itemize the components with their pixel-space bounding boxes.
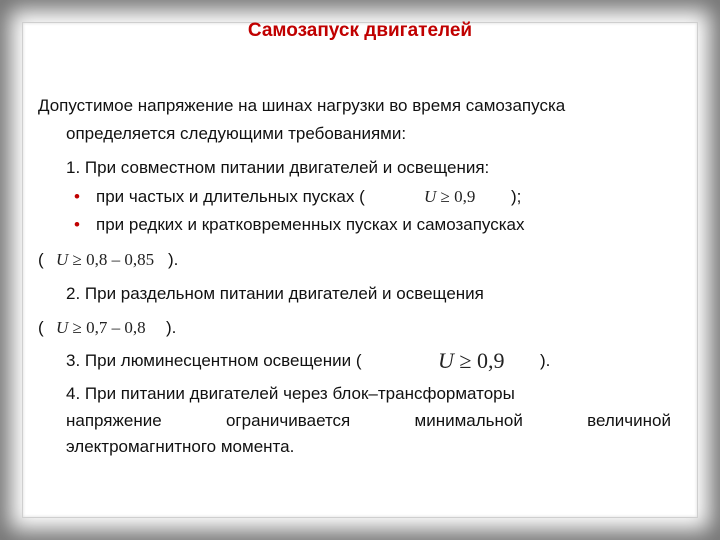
item-2-heading: 2. При раздельном питании двигателей и освещения [66,284,484,303]
item-2-formula: U ≥ 0,7 – 0,8 [56,318,146,337]
item-1-bullet-2-close: ). [168,250,179,269]
item-1-bullet-1-text: при частых и длительных пусках ( [96,187,365,206]
bullet-icon: • [74,187,80,206]
item-4-word: напряжение [66,411,162,430]
item-1-bullet-1-formula: U ≥ 0,9 [424,187,476,206]
item-1-bullet-2-text: при редких и кратковременных пусках и самозапусках [96,215,525,234]
item-2-close: ). [166,318,177,337]
item-1-bullet-2-open: ( [38,250,44,269]
item-4-line-1: 4. При питании двигателей через блок–трансформаторы [66,384,515,403]
item-3-close: ). [540,351,551,370]
bullet-icon: • [74,215,80,234]
item-3-prefix: 3. При люминесцентном освещении ( [66,351,362,370]
item-4-word: минимальной [414,411,523,430]
slide-title: Самозапуск двигателей [247,20,473,41]
item-3-formula: U ≥ 0,9 [438,348,505,373]
item-4-line-2 [66,410,671,432]
item-4-word: ограничивается [225,411,351,430]
item-1-bullet-2-formula: U ≥ 0,8 – 0,85 [56,250,155,269]
item-4-word: величиной [587,411,671,430]
item-4-line-3: электромагнитного момента. [66,437,295,456]
intro-line-1: Допустимое напряжение на шинах нагрузки во время самозапуска [38,96,566,115]
item-1-heading: 1. При совместном питании двигателей и освещения: [66,158,490,177]
intro-line-2: определяется следующими требованиями: [66,124,407,143]
item-2-open: ( [38,318,44,337]
item-1-bullet-1-suffix: ); [511,187,522,206]
